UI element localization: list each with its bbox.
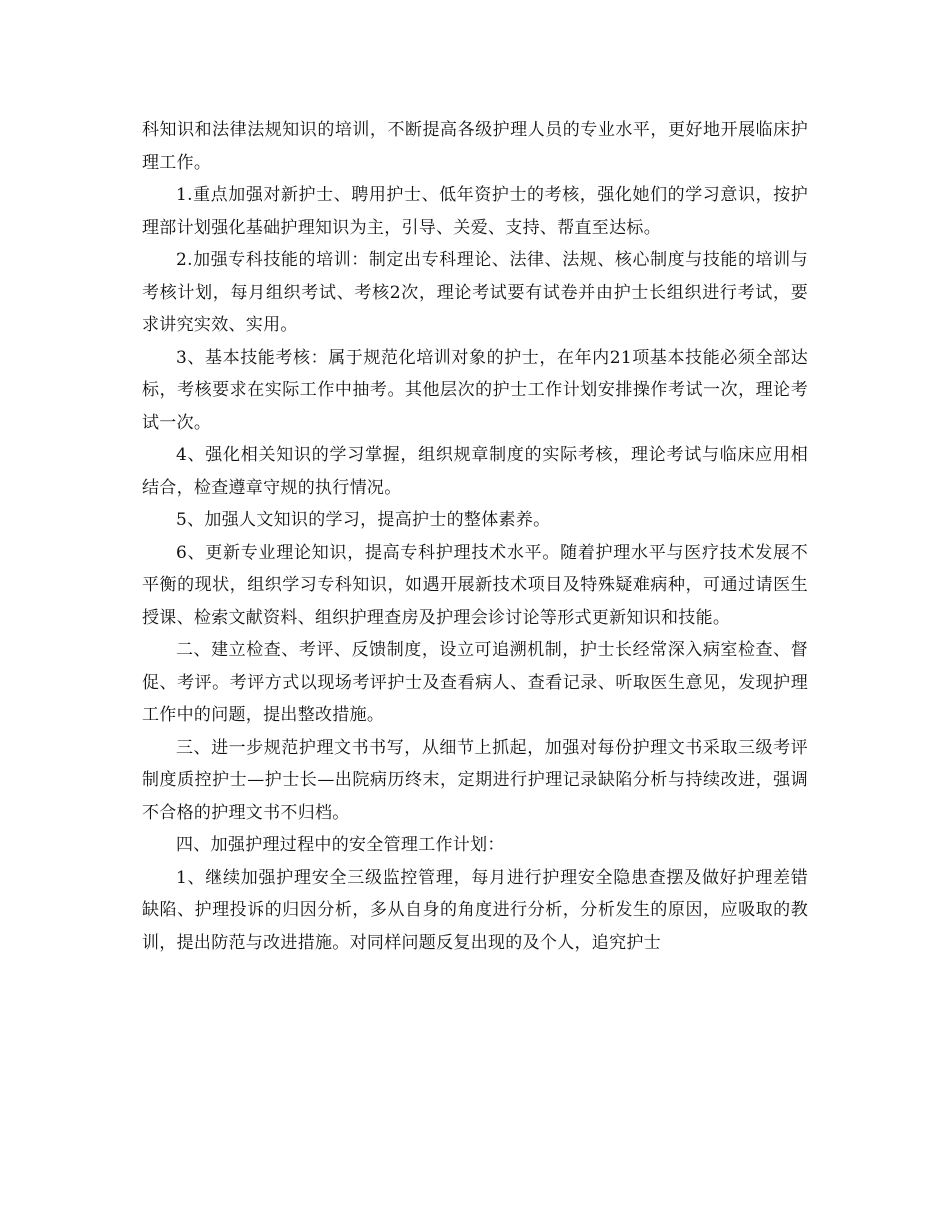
paragraph-item-4: 4、强化相关知识的学习掌握，组织规章制度的实际考核，理论考试与临床应用相结合，检查遵章守规的执行情况。 xyxy=(142,445,808,498)
document-body xyxy=(142,114,808,959)
section-two-paragraph: 二、建立检查、考评、反馈制度，设立可追溯机制，护士长经常深入病室检查、督促、考评。考评方式以现场考评护士及查看病人、查看记录、听取医生意见，发现护理工作中的问题，提出整改措施。 xyxy=(142,640,808,725)
paragraph-item-5: 5、加强人文知识的学习，提高护士的整体素养。 xyxy=(176,510,551,530)
paragraph-item-3: 3、基本技能考核：属于规范化培训对象的护士，在年内21项基本技能必须全部达标，考核要求在实际工作中抽考。其他层次的护士工作计划安排操作考试一次，理论考试一次。 xyxy=(142,347,808,433)
section-four-heading: 四、加强护理过程中的安全管理工作计划： xyxy=(176,835,505,855)
paragraph-continuation: 科知识和法律法规知识的培训，不断提高各级护理人员的专业水平，更好地开展临床护理工作。 xyxy=(142,120,808,173)
section-four-item-1: 1、继续加强护理安全三级监控管理，每月进行护理安全隐患查摆及做好护理差错缺陷、护理投诉的归因分析，多从自身的角度进行分析，分析发生的原因，应吸取的教训，提出防范与改进措施。对同样问题反复出现的及个人，追究护士 xyxy=(142,867,808,953)
paragraph-item-6: 6、更新专业理论知识，提高专科护理技术水平。随着护理水平与医疗技术发展不平衡的现状，组织学习专科知识，如遇开展新技术项目及特殊疑难病种，可通过请医生授课、检索文献资料、组织护理查房及护理会诊讨论等形式更新知识和技能。 xyxy=(142,542,808,628)
paragraph-item-2: 2.加强专科技能的培训：制定出专科理论、法律、法规、核心制度与技能的培训与考核计划，每月组织考试、考核2次，理论考试要有试卷并由护士长组织进行考试，要求讲究实效、实用。 xyxy=(142,250,808,335)
paragraph-item-1: 1.重点加强对新护士、聘用护士、低年资护士的考核，强化她们的学习意识，按护理部计划强化基础护理知识为主，引导、关爱、支持、帮直至达标。 xyxy=(142,185,808,238)
section-three-paragraph: 三、进一步规范护理文书书写，从细节上抓起，加强对每份护理文书采取三级考评制度质控护士—护士长—出院病历终末，定期进行护理记录缺陷分析与持续改进，强调不合格的护理文书不归档。 xyxy=(142,737,808,823)
